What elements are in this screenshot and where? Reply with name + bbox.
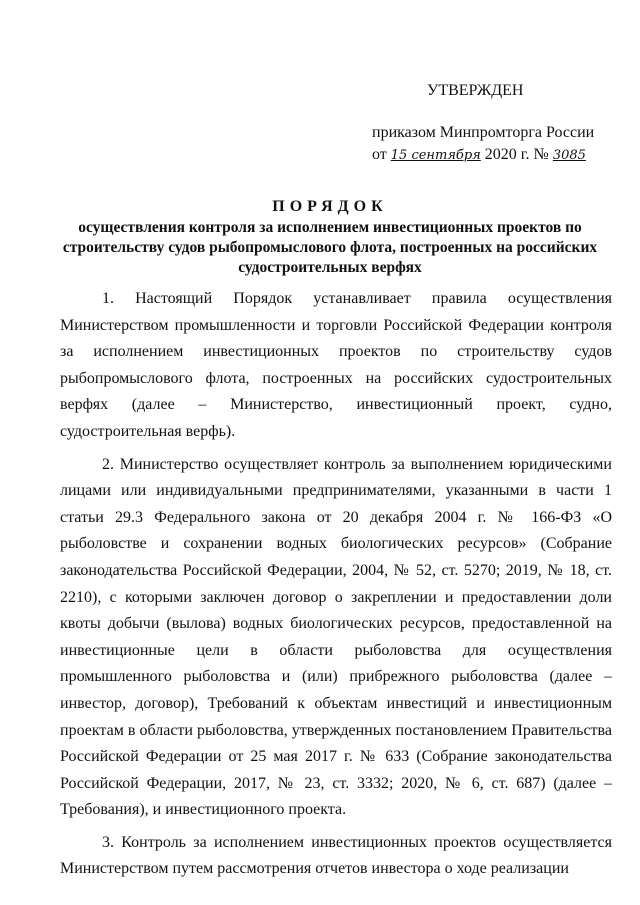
year-text: 2020 г. № (484, 146, 549, 163)
order-date-line (372, 144, 602, 167)
title-heading: ПОРЯДОК (272, 198, 388, 215)
date-prefix: от (372, 146, 387, 163)
document-body (60, 286, 612, 889)
handwritten-number: 3085 (552, 148, 586, 163)
approval-stamp (372, 80, 602, 167)
paragraph-3: 3. Контроль за исполнением инвестиционных проектов осуществляется Министерством путем рассмотрения отчетов инвестора о ходе реализации (60, 833, 612, 878)
document-title (60, 197, 600, 278)
handwritten-date: 15 сентября (390, 148, 481, 163)
approved-label: УТВЕРЖДЕН (427, 82, 524, 99)
paragraph-2: 2. Министерство осуществляет контроль за выполнением юридическими лицами или индивидуальными предпринимателями, указанными в части 1 статьи 29.3 Федерального закона от 20 декабря 2004 г. № 166-ФЗ «О рыболовстве и сохранении водных биологических ресурсов» (Собрание законодательства Российской Федерации, 2004, № 52, ст. 5270; 2019, № 18, ст. 2210), с которыми заключен договор о закреплении и предоставлении доли квоты добычи (вылова) водных биологических ресурсов, предоставленной на инвестиционные цели в области рыболовства для осуществления промышленного рыболовства и (или) прибрежного рыболовства (далее – инвестор, договор), Требований к объектам инвестиций и инвестиционным проектам в области рыболовства, утвержденных постановлением Правительства Российской Федерации от 25 мая 2017 г. № 633 (Собрание законодательства Российской Федерации, 2017, № 23, ст. 3332; 2020, № 6, ст. 687) (далее – Требования), и инвестиционного проекта. (60, 455, 612, 819)
title-subtitle: осуществления контроля за исполнением инвестиционных проектов по строительству судов рыбопромыслового флота, построенных на российских судостроительных верфях (62, 219, 598, 276)
paragraph-1: 1. Настоящий Порядок устанавливает правила осуществления Министерством промышленности и торговли Российской Федерации контроля за исполнением инвестиционных проектов по строительству судов рыбопромыслового флота, построенных на российских судостроительных верфях (далее – Министерство, инвестиционный проект, судно, судостроительная верфь). (60, 290, 612, 440)
order-line: приказом Минпромторга России (372, 124, 595, 141)
